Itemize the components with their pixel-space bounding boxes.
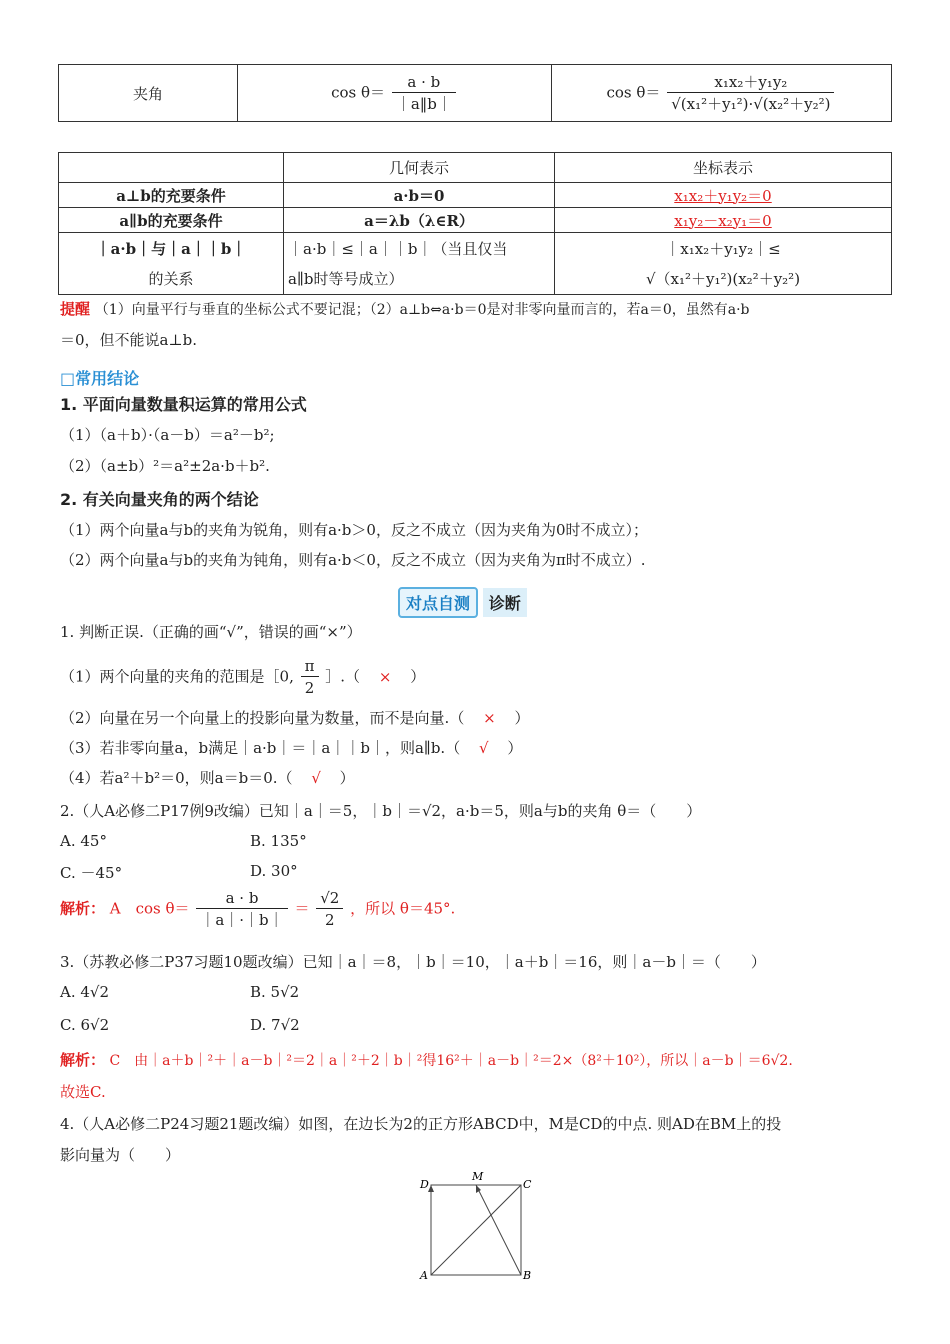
label-c: C — [523, 1178, 532, 1191]
q2-sol-post: ，所以 θ＝45°. — [350, 899, 456, 918]
ineq-coord-line1: ｜x₁x₂＋y₁y₂｜≤ — [665, 239, 781, 258]
q1-item-4 — [60, 767, 355, 788]
row-perp-geo: a·b＝0 — [284, 183, 555, 208]
q2-option-c: C. －45° — [60, 864, 123, 882]
reminder-line1 — [60, 298, 750, 319]
q1-stem: 1. 判断正误.（正确的画“√”，错误的画“×”） — [60, 623, 362, 641]
geo-lhs: cos θ＝ — [331, 83, 386, 101]
coord-num: x₁x₂＋y₁y₂ — [667, 72, 834, 93]
ineq-coord-line2: √（x₁²＋y₁²)(x₂²＋y₂²) — [645, 269, 801, 288]
arrow-ad-icon — [428, 1185, 434, 1192]
q2-option-d: D. 30° — [250, 862, 298, 880]
angle-label: 夹角 — [59, 65, 238, 122]
self-test-banner — [398, 587, 527, 615]
q2-sol-eq: ＝ — [294, 899, 310, 918]
label-d: D — [420, 1178, 429, 1191]
formula-2: （2）（a±b）²＝a²±2a·b＋b². — [60, 457, 270, 475]
label-m: M — [472, 1170, 484, 1183]
formula-heading: 1. 平面向量数量积运算的常用公式 — [60, 395, 307, 414]
ineq-geo-line2: a∥b时等号成立） — [288, 269, 404, 288]
q3-option-c: C. 6√2 — [60, 1016, 110, 1034]
q2-sol-frac — [196, 888, 287, 931]
q1-item2-close: ） — [514, 709, 530, 727]
ineq-label-line1: ｜a·b｜与｜a｜｜b｜ — [95, 239, 247, 258]
pi-num: π — [301, 656, 319, 677]
angle-geo-formula — [238, 65, 552, 122]
q3-option-b: B. 5√2 — [250, 983, 300, 1001]
q3-solution — [60, 1049, 793, 1070]
reminder-line2: ＝0，但不能说a⊥b. — [60, 331, 197, 349]
q1-item4-text: （4）若a²＋b²＝0，则a＝b＝0.（ — [60, 769, 293, 787]
q2-option-a: A. 45° — [60, 832, 107, 850]
geo-den: ｜a‖b｜ — [395, 94, 452, 113]
coord-lhs: cos θ＝ — [606, 83, 661, 101]
geo-num: a · b — [392, 72, 456, 93]
row-ineq-label — [59, 233, 284, 295]
q3-stem: 3.（苏教必修二P37习题10题改编）已知｜a｜＝8，｜b｜＝10，｜a＋b｜＝16，则｜a－b｜＝（ ） — [60, 953, 766, 971]
row-ineq-coord — [555, 233, 892, 295]
q1-item1-close: ） — [410, 667, 426, 686]
q2-sol-tag: 解析： — [60, 899, 106, 918]
banner-tail: 诊断 — [483, 588, 527, 617]
q2-sol-frac2 — [316, 888, 343, 931]
row-parallel-label: a∥b的充要条件 — [59, 208, 284, 233]
angle-coord-formula — [552, 65, 892, 122]
q1-item3-answer: √ — [478, 739, 489, 757]
q4-line2: 影向量为（ ） — [60, 1146, 181, 1164]
q3-option-d: D. 7√2 — [250, 1016, 300, 1034]
arrow-bm-icon — [476, 1185, 481, 1193]
q1-item2-text: （2）向量在另一个向量上的投影向量为数量，而不是向量.（ — [60, 709, 465, 727]
reminder-text1: （1）向量平行与垂直的坐标公式不要记混；（2）a⊥b⇔a·b＝0是对非零向量而言的，若a＝0，虽然有a·b — [94, 302, 750, 318]
q1-item-2 — [60, 707, 529, 728]
geo-fraction — [392, 72, 456, 115]
q1-item1-answer: × — [378, 667, 392, 686]
q2-sol-num: a · b — [196, 888, 287, 909]
segment-bm — [476, 1185, 521, 1275]
row-perp-label: a⊥b的充要条件 — [59, 183, 284, 208]
q1-item-1 — [60, 656, 425, 699]
q1-item2-answer: × — [483, 709, 496, 727]
formula-1: （1）（a＋b）·（a－b）＝a²－b²; — [60, 426, 275, 444]
q4-line1: 4.（人A必修二P24习题21题改编）如图，在边长为2的正方形ABCD中，M是CD的中点. 则AD在BM上的投 — [60, 1115, 782, 1133]
q2-solution — [60, 888, 455, 931]
q2-option-b: B. 135° — [250, 832, 307, 850]
angle-heading: 2. 有关向量夹角的两个结论 — [60, 490, 259, 509]
angle-conclusion-2: （2）两个向量a与b的夹角为钝角，则有a·b＜0，反之不成立（因为夹角为π时不成立）. — [60, 551, 646, 569]
q2-sol-num2: √2 — [316, 888, 343, 909]
conclusions-title: □常用结论 — [60, 369, 140, 388]
q1-item3-text: （3）若非零向量a，b满足｜a·b｜＝｜a｜｜b｜，则a∥b.（ — [60, 739, 461, 757]
q2-sol-pre: A cos θ＝ — [109, 899, 190, 918]
q3-option-a: A. 4√2 — [60, 983, 110, 1001]
q3-sol-line1: C 由｜a＋b｜²＋｜a－b｜²＝2｜a｜²＋2｜b｜²得16²＋｜a－b｜²＝2×（8²＋10²），所以｜a－b｜＝6√2. — [109, 1053, 793, 1069]
row-perp-coord: x₁x₂＋y₁y₂＝0 — [555, 183, 892, 208]
segment-ac — [431, 1185, 521, 1275]
row-ineq-geo — [284, 233, 555, 295]
q3-sol-line2: 故选C. — [60, 1083, 106, 1101]
row-parallel-coord: x₁y₂－x₂y₁＝0 — [555, 208, 892, 233]
square-figure — [410, 1168, 540, 1286]
ineq-label-line2: 的关系 — [148, 269, 194, 288]
header-empty — [59, 153, 284, 183]
conditions-table — [58, 152, 892, 295]
q2-sol-den: ｜a｜·｜b｜ — [200, 911, 284, 929]
label-a: A — [420, 1269, 428, 1282]
header-coord: 坐标表示 — [555, 153, 892, 183]
row-parallel-geo: a＝λb（λ∈R） — [284, 208, 555, 233]
pi-over-2 — [301, 656, 319, 699]
q3-sol-tag: 解析： — [60, 1051, 106, 1069]
q1-item1-tail: ］.（ — [325, 667, 361, 686]
coord-den: √(x₁²＋y₁²)·√(x₂²＋y₂²) — [671, 94, 831, 113]
ineq-geo-line1: ｜a·b｜≤｜a｜｜b｜（当且仅当 — [288, 239, 508, 258]
header-geo: 几何表示 — [284, 153, 555, 183]
banner-box: 对点自测 — [398, 587, 478, 618]
pi-den: 2 — [304, 679, 315, 697]
reminder-tag: 提醒 — [60, 300, 91, 318]
q2-sol-den2: 2 — [325, 911, 335, 929]
q1-item3-close: ） — [507, 739, 523, 757]
angle-conclusion-1: （1）两个向量a与b的夹角为锐角，则有a·b＞0，反之不成立（因为夹角为0时不成立）； — [60, 521, 648, 539]
q1-item1-text: （1）两个向量的夹角的范围是［0, — [60, 667, 294, 686]
q1-item-3 — [60, 737, 522, 758]
q1-item4-answer: √ — [311, 769, 321, 787]
q2-stem: 2.（人A必修二P17例9改编）已知｜a｜＝5，｜b｜＝√2，a·b＝5，则a与b的夹角 θ＝（ ） — [60, 802, 702, 820]
q1-item4-close: ） — [339, 769, 355, 787]
angle-table — [58, 64, 892, 122]
coord-fraction — [667, 72, 834, 115]
label-b: B — [523, 1269, 532, 1282]
